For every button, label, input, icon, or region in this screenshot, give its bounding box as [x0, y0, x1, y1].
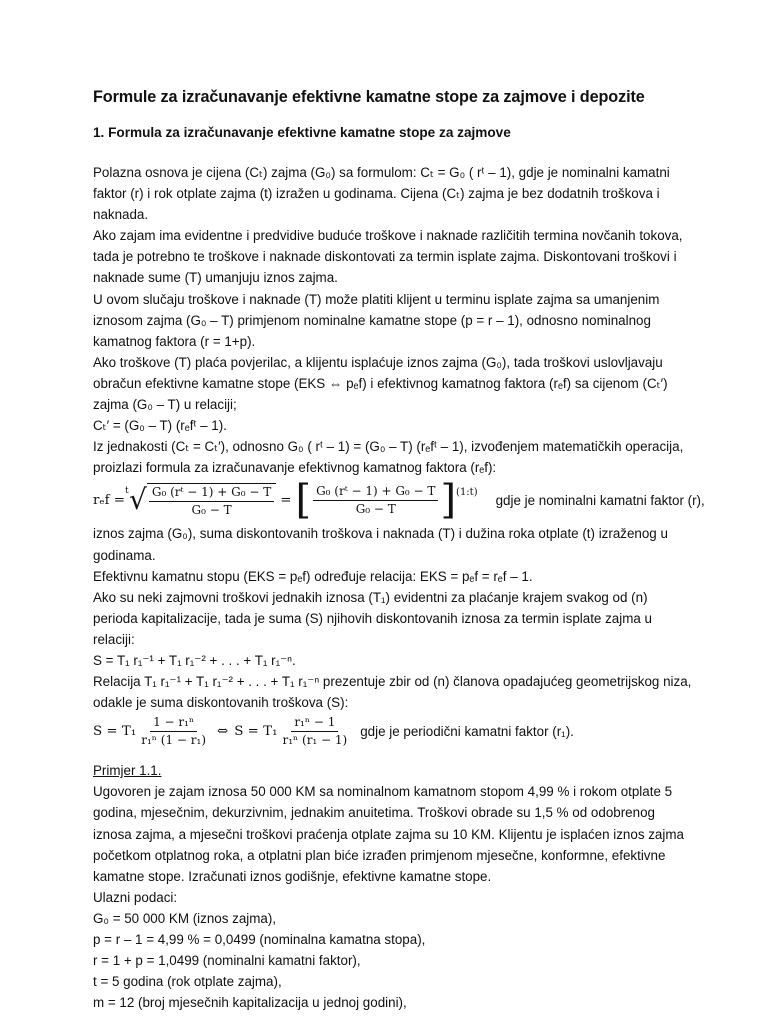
section-heading: 1. Formula za izračunavanje efektivne kamatne stope za zajmove [93, 125, 511, 140]
paragraph-5: Cₜ′ = (G₀ – T) (rₑfᵗ – 1). [93, 418, 227, 434]
paragraph-10: S = T₁ r₁⁻¹ + T₁ r₁⁻² + . . . + T₁ r₁⁻ⁿ. [93, 652, 296, 668]
fraction-denominator: G₀ − T [355, 501, 396, 516]
formula-lhs: S = T₁ [93, 724, 137, 740]
paragraph-6: Iz jednakosti (Cₜ = Cₜ′), odnosno G₀ ( rᵗ – 1) = (G₀ – T) (rₑfᵗ – 1), izvođenjem matematičkih operacija, proizlazi formula za izračunavanje efektivnog kamatnog faktora (rₑf): [93, 439, 684, 476]
paragraph-4: Ako troškove (T) plaća povjerilac, a klijentu isplaćuje iznos zajma (G₀), tada troškovi uslovljavaju obračun efektivne kamatne stope (EKS ⇔ pₑf) i efektivnog kamatnog faktora (rₑf) sa cijenom (Cₜ′) zajma (G₀ – T) u relaciji; [93, 354, 668, 413]
radical [125, 483, 276, 518]
input-line: G₀ = 50 000 KM (iznos zajma), [93, 910, 277, 926]
equivalence-symbol: ⇔ [217, 724, 229, 740]
input-line: t = 5 godina (rok otplate zajma), [93, 974, 282, 990]
input-line: p = r – 1 = 4,99 % = 0,0499 (nominalna kamatna stopa), [93, 932, 426, 947]
fraction-numerator: G₀ (rᵗ − 1) + G₀ − T [149, 485, 274, 502]
formula-lhs: rₑf = [93, 492, 126, 508]
document-title: Formule za izračunavanje efektivne kamatne stope za zajmove i depozite [93, 88, 645, 106]
formula-effective-factor [93, 477, 705, 524]
example-title: Primjer 1.1. [93, 763, 162, 779]
paragraph-3: U ovom slučaju troškove i naknade (T) može platiti klijent u terminu isplate zajma sa umanjenim iznosom zajma (G₀ – T) primjenom nominalne kamatne stope (p = r – 1), odnosno nominalnog kamatnog faktora (r = 1+p). [93, 291, 660, 349]
input-line: r = 1 + p = 1,0499 (nominalni kamatni faktor), [93, 953, 361, 969]
fraction-numerator: 1 − r₁ⁿ [150, 715, 197, 732]
fraction-denominator: r₁ⁿ (1 − r₁) [141, 733, 206, 748]
input-label: Ulazni podaci: [93, 889, 178, 905]
exponent: (1:t) [456, 487, 478, 499]
formula-note: gdje je nominalni kamatni faktor (r), [495, 492, 705, 508]
paragraph-8: Efektivnu kamatnu stopu (EKS = pₑf) određuje relacija: EKS = pₑf = rₑf – 1. [93, 568, 533, 584]
fraction-numerator: r₁ⁿ − 1 [291, 715, 338, 732]
paragraph-9: Ako su neki zajmovni troškovi jednakih iznosa (T₁) evidentni za plaćanje krajem svakog od (n) perioda kapitalizacije, tada je suma (S) njihovih diskontovanih iznosa za termin isplate zajma u relaciji: [93, 589, 652, 647]
paragraph-2: Ako zajam ima evidentne i predvidive buduće troškove i naknade različitih termina novčanih tokova, tada je potrebno te troškove i naknade diskontovati za termin isplate zajma. Diskontovani troškovi i naknade sume (T) umanjuju iznos zajma. [93, 228, 683, 286]
equals-sign: = [280, 492, 292, 508]
paragraph-7: iznos zajma (G₀), suma diskontovanih troškova i naknada (T) i dužina roka otplate (t) izraženog u godinama. [93, 526, 668, 563]
document-body [93, 86, 705, 1013]
formula-note: gdje je periodični kamatni faktor (r₁). [360, 724, 574, 740]
paragraph-11: Relacija T₁ r₁⁻¹ + T₁ r₁⁻² + . . . + T₁ r₁⁻ⁿ prezentuje zbir od (n) članova opadajućeg geometrijskog niza, odakle je suma diskontovanih troškova (S): [93, 674, 692, 711]
fraction [313, 484, 438, 517]
fraction-numerator: G₀ (rᵗ − 1) + G₀ − T [313, 484, 438, 501]
fraction [138, 715, 209, 748]
fraction [149, 485, 274, 518]
input-line: m = 12 (broj mjesečnih kapitalizacija u jednoj godini), [93, 995, 407, 1011]
formula-lhs-2: S = T₁ [234, 724, 278, 740]
fraction-denominator: G₀ − T [191, 502, 232, 517]
radical-body [147, 483, 276, 518]
formula-sum-costs [93, 715, 693, 748]
radical-index: t [125, 485, 129, 496]
right-bracket: ] [440, 477, 457, 524]
fraction-denominator: r₁ⁿ (r₁ − 1) [282, 733, 348, 748]
fraction [279, 715, 350, 748]
left-bracket: [ [295, 477, 312, 524]
paragraph-12: Ugovoren je zajam iznosa 50 000 KM sa nominalnom kamatnom stopom 4,99 % i rokom otplate 5 godina, mjesečnim, dekurzivnim, jednakim anuitetima. Troškovi obrade su 1,5 % od odobrenog iznosa zajma, a mjesečni troškovi praćenja otplate zajma su 10 KM. Klijentu je isplaćen iznos zajma početkom otplatnog roka, a otplatni plan biće izrađen primjenom mjesečne, konformne, efektivne kamatne stope. Izračunati iznos godišnje, efektivne kamatne stope. [93, 784, 684, 884]
paragraph-1: Polazna osnova je cijena (Cₜ) zajma (G₀) sa formulom: Cₜ = G₀ ( rᵗ – 1), gdje je nominalni kamatni faktor (r) i rok otplate zajma (t) izražen u godinama. Cijena (Cₜ) zajma je bez dodatnih troškova i naknada. [93, 165, 670, 223]
radical-sign: √ [129, 483, 147, 517]
